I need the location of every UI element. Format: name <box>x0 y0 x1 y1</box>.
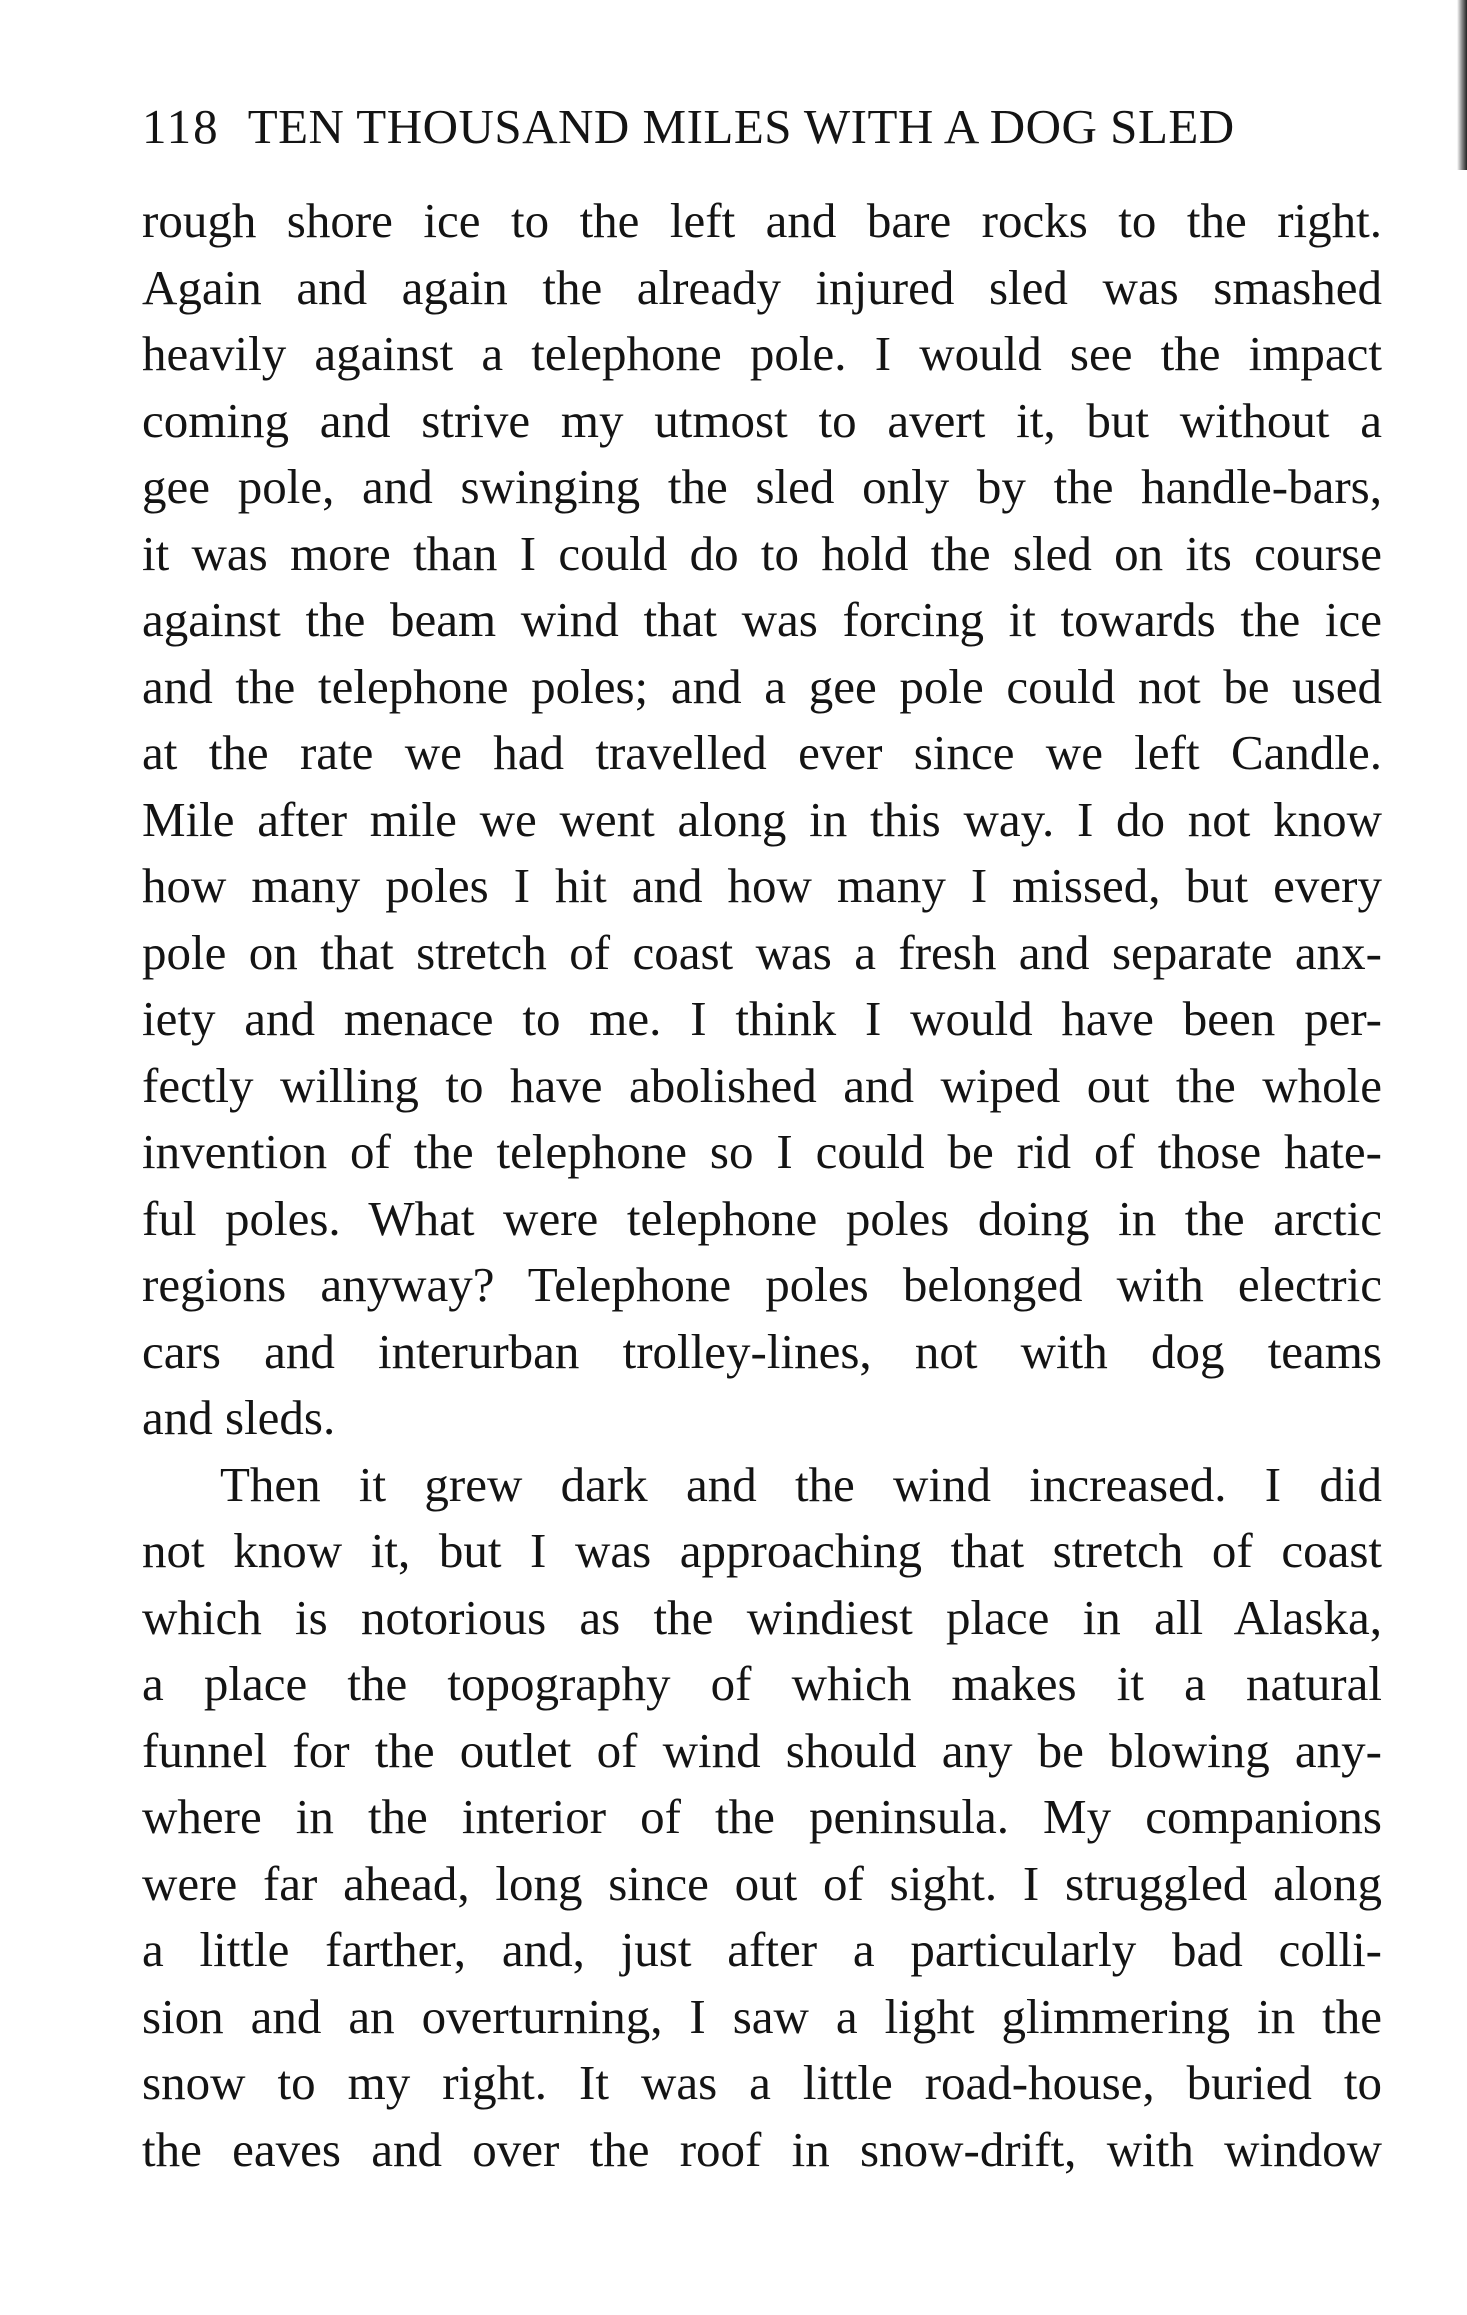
text-line: regions anyway? Telephone poles belonged with electric <box>142 1257 1382 1312</box>
text-line: and sleds. <box>142 1390 336 1445</box>
text-line: and the telephone poles; and a gee pole could not be used <box>142 658 1382 714</box>
page-number: 118 <box>142 99 220 154</box>
paragraph-1 <box>142 188 1382 1452</box>
text-line: snow to my right. It was a little road-house, buried to <box>142 2055 1382 2110</box>
text-line: funnel for the outlet of wind should any be blowing any- <box>142 1722 1382 1778</box>
text-line: Again and again the already injured sled was smashed <box>142 259 1382 315</box>
text-line: heavily against a telephone pole. I would see the impact <box>142 326 1382 381</box>
text-line: a place the topography of which makes it a natural <box>142 1656 1382 1711</box>
text-line: coming and strive my utmost to avert it, but without a <box>142 392 1382 448</box>
text-line: fectly willing to have abolished and wiped out the whole <box>142 1057 1382 1113</box>
text-line: rough shore ice to the left and bare rocks to the right. <box>142 193 1382 248</box>
text-line: the eaves and over the roof in snow-drift, with window <box>142 2121 1382 2177</box>
text-line: a little farther, and, just after a particularly bad colli- <box>142 1922 1382 1977</box>
text-line: gee pole, and swinging the sled only by the handle-bars, <box>142 459 1382 514</box>
text-line: ful poles. What were telephone poles doing in the arctic <box>142 1190 1382 1246</box>
text-line: iety and menace to me. I think I would have been per- <box>142 991 1382 1046</box>
running-head-title: TEN THOUSAND MILES WITH A DOG SLED <box>247 99 1235 154</box>
text-line: where in the interior of the peninsula. My companions <box>142 1789 1382 1844</box>
text-line: were far ahead, long since out of sight. I struggled along <box>142 1855 1382 1911</box>
text-line: Mile after mile we went along in this way. I do not know <box>142 791 1382 847</box>
text-line: cars and interurban trolley-lines, not with dog teams <box>142 1323 1382 1379</box>
body-text <box>142 188 1382 2183</box>
paragraph-2 <box>142 1452 1382 2184</box>
text-line: not know it, but I was approaching that stretch of coast <box>142 1523 1382 1578</box>
running-head <box>142 92 1382 162</box>
text-line: invention of the telephone so I could be rid of those hate- <box>142 1124 1382 1179</box>
text-line: it was more than I could do to hold the sled on its course <box>142 525 1382 581</box>
text-line: which is notorious as the windiest place in all Alaska, <box>142 1589 1382 1645</box>
text-line: pole on that stretch of coast was a fresh and separate anx- <box>142 924 1382 980</box>
text-line: at the rate we had travelled ever since we left Candle. <box>142 725 1382 780</box>
page-edge-shadow <box>1457 0 1467 170</box>
text-line: Then it grew dark and the wind increased. I did <box>220 1456 1382 1512</box>
text-line: how many poles I hit and how many I missed, but every <box>142 858 1382 913</box>
text-line: against the beam wind that was forcing it towards the ice <box>142 592 1382 647</box>
text-line: sion and an overturning, I saw a light glimmering in the <box>142 1988 1382 2044</box>
